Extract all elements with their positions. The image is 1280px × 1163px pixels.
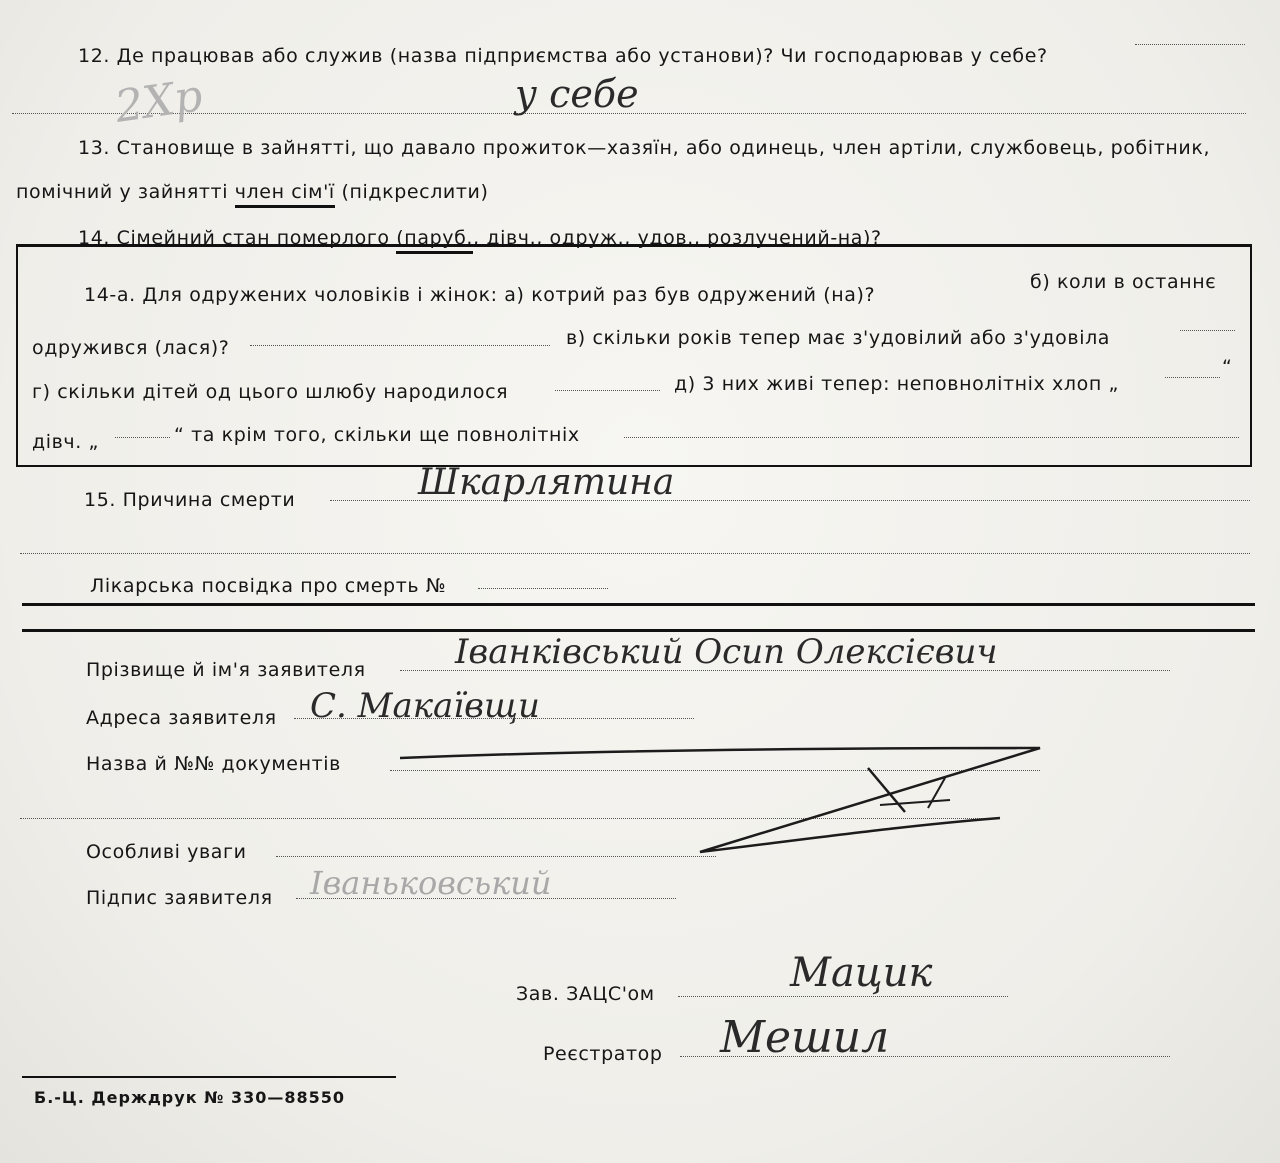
question-13-line1: 13. Становище в зайнятті, що давало прожиток—хазяїн, або одинець, член артіли, службовець, робітник, bbox=[78, 137, 1211, 159]
q14a-line4a: дівч. „ bbox=[32, 431, 99, 453]
q14a-line1b: б) коли в останнє bbox=[1030, 271, 1217, 293]
q12-answer: у себе bbox=[515, 72, 639, 116]
q14a-line2b: в) скільки років тепер має з'удовілий або з'удовіла bbox=[566, 327, 1111, 349]
head-of-office-label: Зав. ЗАЦС'ом bbox=[516, 983, 655, 1005]
q13-underlined-option: член сім'ї bbox=[235, 181, 335, 208]
q14a-line2a: одружився (лася)? bbox=[32, 337, 230, 359]
question-12-label: 12. Де працював або служив (назва підприємства або установи)? Чи господарював у себе? bbox=[78, 45, 1048, 67]
print-mark: Б.-Ц. Держдрук № 330—88550 bbox=[34, 1088, 345, 1107]
registrar-signature: Мешил bbox=[720, 1012, 890, 1063]
applicant-name-label: Прізвище й ім'я заявителя bbox=[86, 659, 366, 681]
registrar-label: Реєстратор bbox=[543, 1043, 663, 1065]
q14a-line4b: “ та крім того, скільки ще повнолітніх bbox=[174, 424, 580, 446]
q14-rest: , дівч., одруж., удов., розлучений-на)? bbox=[473, 227, 882, 249]
applicant-documents-label: Назва й №№ документів bbox=[86, 753, 341, 775]
applicant-address-value: С. Макаївщи bbox=[310, 686, 540, 726]
q15-answer: Шкарлятина bbox=[418, 462, 675, 503]
q14a-line3b: д) 3 них живі тепер: неповнолітніх хлоп „ bbox=[674, 373, 1119, 395]
q14a-line3a: г) скільки дітей од цього шлюбу народилося bbox=[32, 381, 509, 403]
q12-margin-mark: 2Хр bbox=[111, 70, 206, 133]
question-15-label: 15. Причина смерти bbox=[84, 489, 296, 511]
applicant-notes-label: Особливі уваги bbox=[86, 841, 247, 863]
q14-prefix: 14. Сімейний стан померлого bbox=[78, 227, 397, 249]
applicant-name-value: Іванківський Осип Олексієвич bbox=[455, 632, 998, 672]
head-of-office-dotted bbox=[678, 996, 1008, 997]
q13-text-before: помічний у зайнятті bbox=[16, 181, 235, 203]
applicant-signature-label: Підпис заявителя bbox=[86, 887, 273, 909]
medical-certificate-label: Лікарська посвідка про смерть № bbox=[90, 575, 447, 597]
q14-underlined-option: (паруб. bbox=[396, 227, 473, 254]
head-of-office-signature: Мацик bbox=[790, 950, 933, 996]
footer-rule bbox=[22, 1076, 396, 1078]
applicant-address-label: Адреса заявителя bbox=[86, 707, 277, 729]
q14a-line3c: “ bbox=[1222, 356, 1233, 378]
q14a-line1a: 14-а. Для одружених чоловіків і жінок: а) котрий раз був одружений (на)? bbox=[84, 284, 876, 306]
applicant-signature-value: Іваньковський bbox=[310, 864, 552, 902]
q13-text-after: (підкреслити) bbox=[334, 181, 489, 203]
